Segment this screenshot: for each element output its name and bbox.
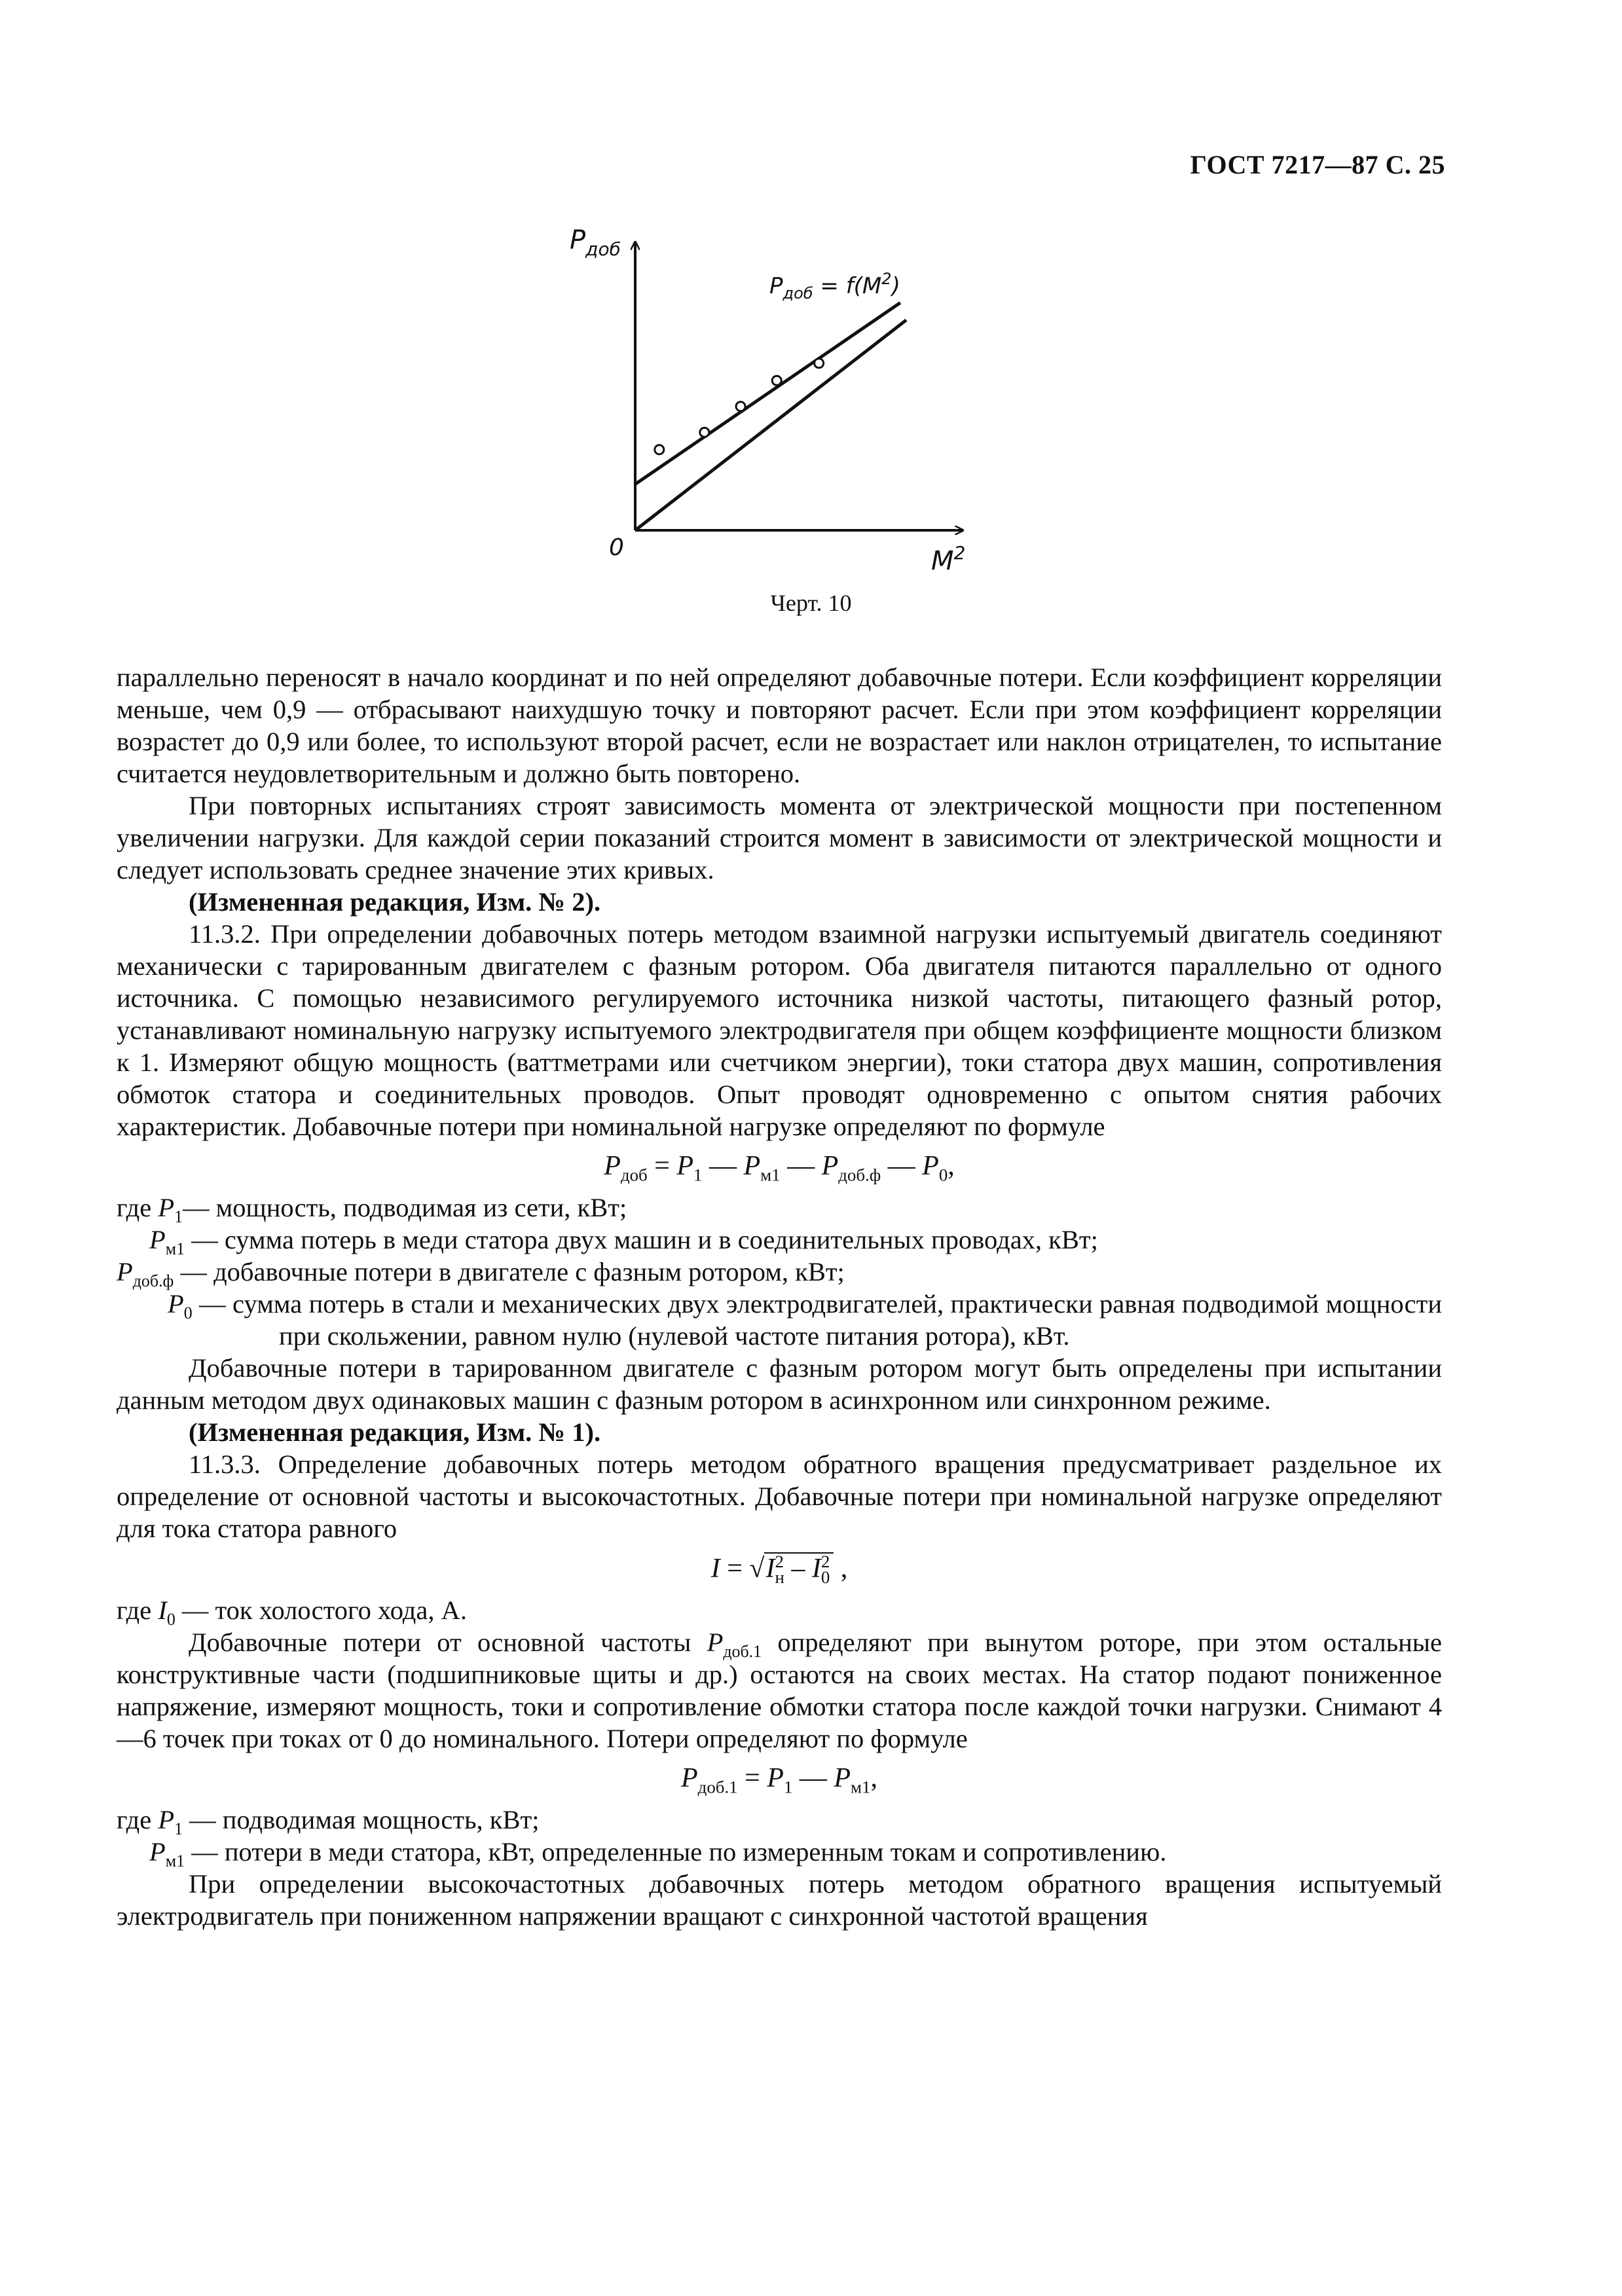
data-point: [815, 359, 824, 368]
paragraph-6: Добавочные потери от основной частоты $P_{доб.1}$ определяют при вынутом роторе, при этом остальные конструктивные части (подшипниковые щиты и др.) остаются на своих местах. На статор подают пониженное напряжение, измеряют мощность, токи и сопротивление обмотки статора после каждой точки нагрузки. Снимают 4—6 точек при токах от 0 до номинального. Потери определяют по формуле: [117, 1628, 1442, 1753]
paragraph-7: При определении высокочастотных добавочных потерь методом обратного вращения испытуемый электродвигатель при пониженном напряжении вращают с синхронной частотой вращения: [117, 1869, 1442, 1931]
data-point: [736, 402, 745, 411]
where-item: $P_0$ — сумма потерь в стали и механических двух электродвигателей, практически равная подводимой мощности при скольжении, равном нулю (нулевой частоте питания ротора), кВт.: [168, 1289, 1442, 1351]
x-axis-label: $M^2$: [931, 542, 966, 576]
where-item: $P_{доб.ф}$ — добавочные потери в двигателе с фазным ротором, кВт;: [117, 1257, 845, 1291]
figure-caption: Черт. 10: [770, 590, 852, 616]
where-item: где $P_1$ — подводимая мощность, кВт;: [117, 1805, 540, 1839]
data-point: [655, 445, 664, 454]
paragraph-1: параллельно переносят в начало координат и по ней определяют добавочные потери. Если коэффициент корреляции меньше, чем 0,9 — отбрасывают наихудшую точку и повторяют расчет. Если при этом коэффициент корреляции возрастет до 0,9 или более, то используют второй расчет, если не возрастает или наклон отрицателен, то испытание считается неудовлетворительным и должно быть повторено.: [117, 663, 1442, 788]
fit-line-upper: [635, 302, 900, 484]
where-list-1: [117, 1192, 1442, 1352]
paragraph-11-3-2: 11.3.2. При определении добавочных потерь методом взаимной нагрузки испытуемый двигатель соединяют механически с тарированным двигателем с фазным ротором. Оба двигателя питаются параллельно от одного источника. С помощью независимого регулируемого источника низкой частоты, питающего фазный ротор, устанавливают номинальную нагрузку испытуемого электродвигателя при общем коэффициенте мощности близком к 1. Измеряют общую мощность (ваттметрами или счетчиком энергии), токи статора двух машин, сопротивления обмоток статора и соединительных проводов. Опыт проводят одновременно с опытом снятия рабочих характеристик. Добавочные потери при номинальной нагрузке определяют по формуле: [117, 919, 1442, 1141]
where-item: где $P_1—$ мощность, подводимая из сети, кВт;: [117, 1193, 627, 1227]
where-item: $P_{м1}$ — потери в меди статора, кВт, определенные по измеренным токам и сопротивлению.: [149, 1837, 1167, 1871]
paragraph-11-3-3: 11.3.3. Определение добавочных потерь методом обратного вращения предусматривает раздельное их определение от основной частоты и высокочастотных. Добавочные потери при номинальной нагрузке определяют для тока статора равного: [117, 1449, 1442, 1543]
data-point: [700, 428, 709, 437]
paragraph-2: При повторных испытаниях строят зависимость момента от электрической мощности при постепенном увеличении нагрузки. Для каждой серии показаний строится момент в зависимости от электрической мощности и следует использовать среднее значение этих кривых.: [117, 791, 1442, 884]
where-item: где $I_0$ — ток холостого хода, А.: [117, 1595, 467, 1630]
formula-current: $I = √I^2_н - I^2_0$ ,: [710, 1552, 848, 1588]
y-axis-label: $P_{доб}$: [570, 225, 621, 260]
curve-label: $P_{доб} = f(M^2)$: [769, 270, 900, 302]
graph-svg: [511, 216, 1035, 629]
formula-p-dob: $P_{доб} = P_1$ — $P_{м1}$ — $P_{доб.ф}$ — $P_0$,: [604, 1151, 955, 1185]
where-item: $P_{м1}$ — сумма потерь в меди статора двух машин и в соединительных проводах, кВт;: [149, 1225, 1098, 1259]
data-point: [772, 376, 781, 385]
origin-label: 0: [609, 534, 624, 561]
paragraph-4: Добавочные потери в тарированном двигателе с фазным ротором могут быть определены при испытании данным методом двух одинаковых машин с фазным ротором в асинхронном или синхронном режиме.: [117, 1353, 1442, 1415]
body-text: [117, 661, 1442, 1932]
page-header: ГОСТ 7217—87 С. 25: [1190, 150, 1445, 179]
figure-10: [511, 216, 1035, 629]
amendment-note-1: (Измененная редакция, Изм. № 1).: [189, 1417, 601, 1447]
amendment-note-2: (Измененная редакция, Изм. № 2).: [189, 887, 601, 917]
formula-p-dob1: $P_{доб.1} = P_1$ — $P_{м1}$,: [681, 1763, 877, 1797]
fit-line-lower: [635, 320, 906, 530]
